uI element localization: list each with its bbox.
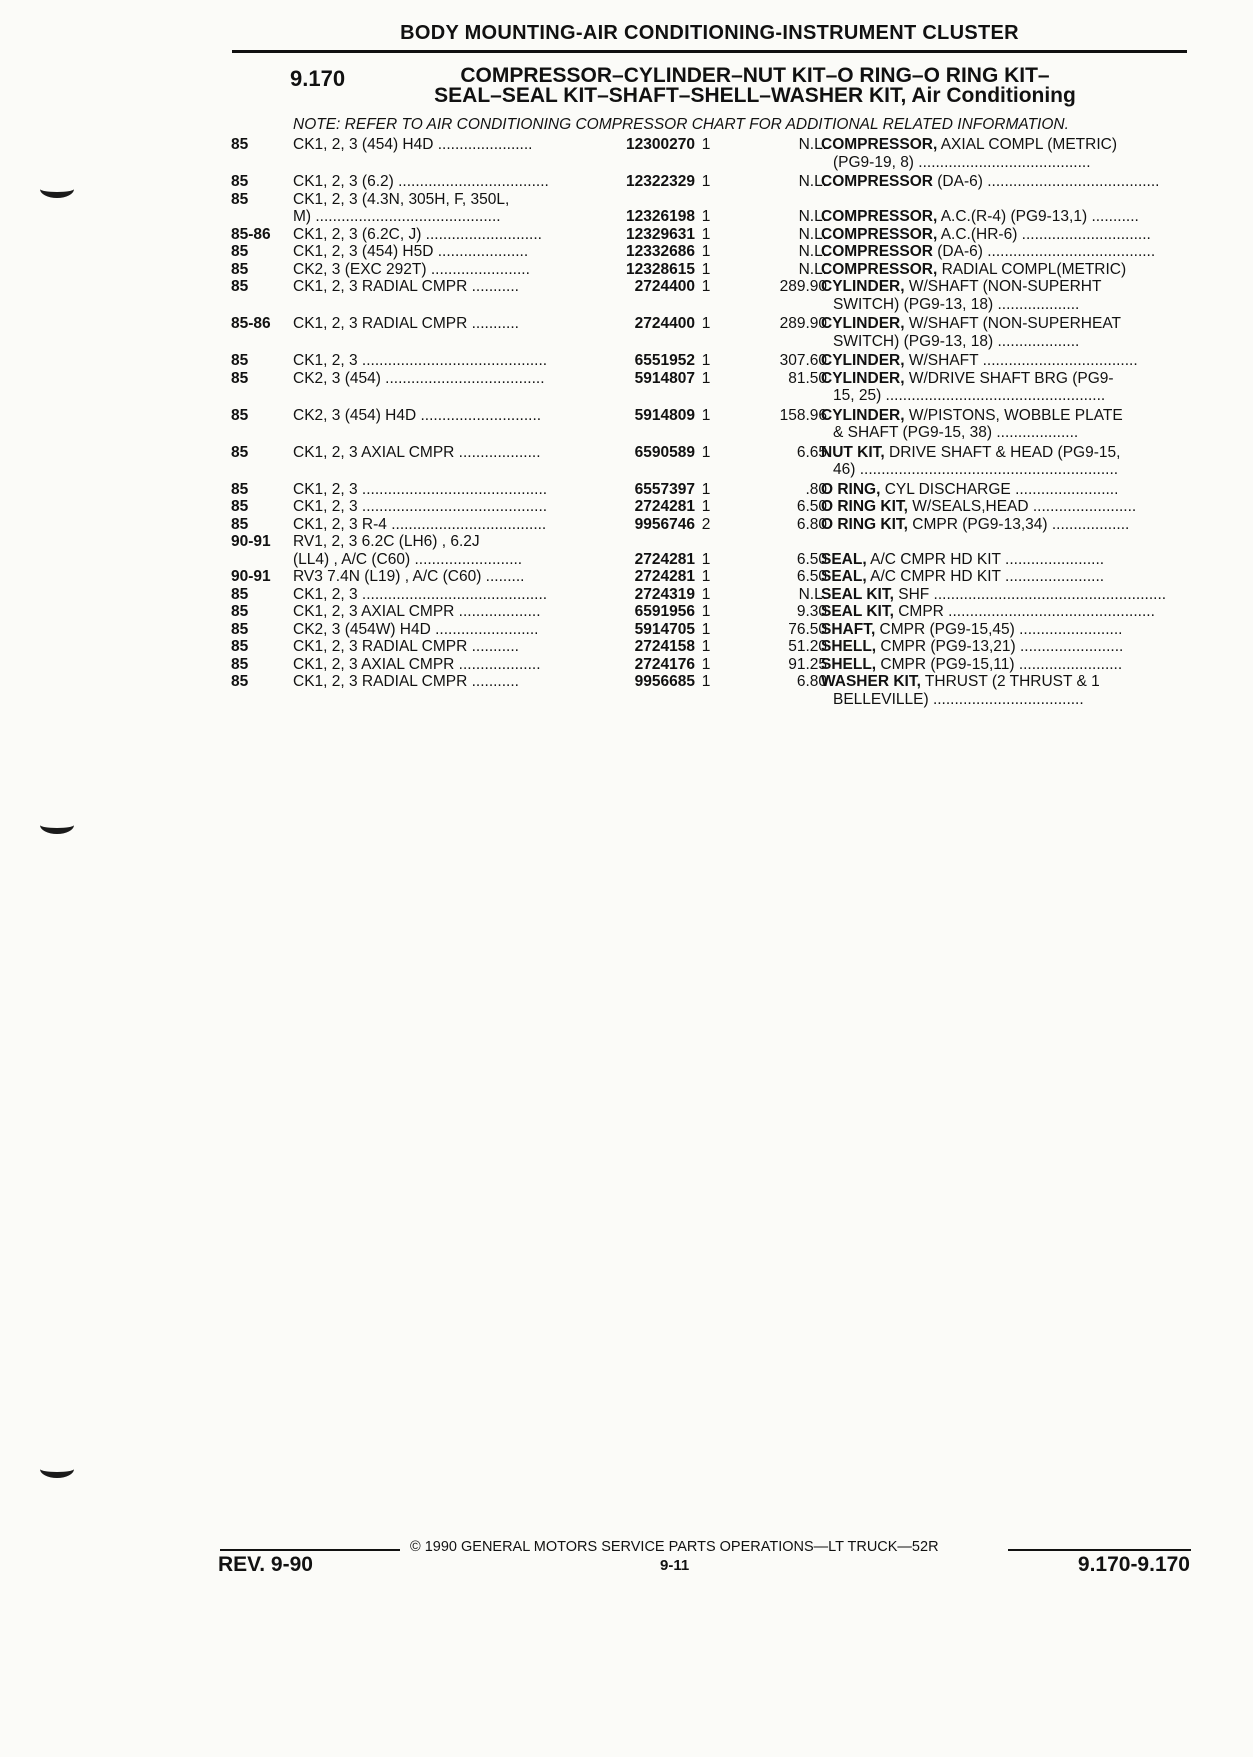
footer-section-range: 9.170-9.170 [1077,1553,1190,1576]
part-price: 6.50 [796,498,827,515]
part-description [821,208,1191,226]
part-application [293,226,571,244]
part-row [231,370,1191,407]
part-number: 2724281 [634,550,695,568]
part-description [821,516,1191,534]
part-quantity: 1 [701,406,711,424]
page-header-title: BODY MOUNTING-AIR CONDITIONING-INSTRUMENT CLUSTER [400,22,1019,44]
part-quantity: 1 [701,550,711,568]
part-application [293,278,571,296]
part-row [231,603,1191,621]
part-year: 85-86 [231,315,271,332]
part-price: 6.50 [796,568,827,585]
part-row [231,191,1191,226]
part-quantity: 1 [701,673,711,690]
part-description [821,621,1191,639]
part-number: 2724176 [634,655,695,673]
part-description [821,261,1191,279]
part-description-text: (DA-6) ....................................... [932,243,1156,260]
part-application-line: CK1, 2, 3 R-4 .................................... [293,515,547,533]
part-row [231,226,1191,244]
part-number: 12322329 [626,173,695,190]
part-description-text: CMPR (PG9-15,45) ........................ [875,620,1123,638]
part-description-text: CMPR ................................................ [893,603,1155,620]
part-quantity: 1 [701,585,711,603]
part-year: 85 [231,352,249,369]
part-application-line: CK1, 2, 3 ........................................... [293,498,548,515]
part-application-line: CK2, 3 (454W) H4D ........................ [293,620,539,638]
part-row [231,261,1191,279]
part-number: 2724400 [634,278,695,295]
part-description-line [821,656,1191,674]
part-year: 90-91 [231,568,271,585]
part-description [821,673,1191,708]
part-quantity: 1 [701,278,711,295]
part-year: 85 [231,136,249,153]
part-number: 5914807 [634,369,695,387]
part-description-text: CMPR (PG9-13,34) .................. [907,515,1130,533]
part-price: .80 [805,480,827,498]
part-quantity: 1 [701,498,711,515]
section-title-line-1: COMPRESSOR–CYLINDER–NUT KIT–O RING–O RING KIT– [460,64,1050,87]
part-keyword: COMPRESSOR [821,173,933,190]
part-number: 2724281 [634,568,695,585]
part-quantity: 1 [701,136,711,153]
part-keyword: CYLINDER, [821,278,905,295]
part-keyword: WASHER KIT, [821,673,921,690]
part-quantity: 1 [701,620,711,638]
part-quantity: 1 [701,173,711,190]
part-price: 9.30 [796,603,827,620]
part-row [231,352,1191,370]
part-application-line: CK2, 3 (EXC 292T) ....................... [293,260,530,278]
part-number: 6557397 [634,480,695,498]
part-description-line [821,603,1191,621]
section-note: NOTE: REFER TO AIR CONDITIONING COMPRESSOR CHART FOR ADDITIONAL RELATED INFORMATION. [293,116,1069,133]
part-keyword: SEAL KIT, [821,603,894,620]
part-quantity: 1 [701,352,711,369]
part-price: N.L. [798,173,827,190]
part-price: N.L. [798,585,827,603]
part-row [231,656,1191,674]
part-keyword: SEAL, [821,550,867,568]
part-application-line: CK1, 2, 3 AXIAL CMPR ................... [293,443,541,461]
part-description-text: W/SHAFT (NON-SUPERHEAT [904,315,1121,332]
part-keyword: COMPRESSOR, [821,260,938,278]
part-application-line: CK1, 2, 3 ........................................... [293,480,548,498]
part-year: 85 [231,190,249,208]
part-keyword: NUT KIT, [821,443,885,461]
part-application-line: CK1, 2, 3 (4.3N, 305H, F, 350L, [293,190,510,208]
part-year: 85 [231,585,249,603]
part-keyword: CYLINDER, [821,315,905,332]
part-year: 85-86 [231,225,271,243]
part-year: 90-91 [231,533,271,550]
part-number: 9956685 [634,673,695,690]
part-quantity: 1 [701,243,711,260]
part-application-line: CK2, 3 (454) H4D ............................ [293,406,542,424]
part-application [293,136,571,154]
part-application [293,621,571,639]
part-description [821,407,1191,442]
part-keyword: COMPRESSOR, [821,208,938,225]
part-application-line: CK1, 2, 3 ........................................... [293,585,548,603]
part-keyword: SEAL, [821,568,867,585]
part-description [821,444,1191,479]
part-application [293,603,571,621]
part-application-line: CK1, 2, 3 ........................................... [293,352,548,369]
part-description [821,278,1191,313]
part-description-line [821,638,1191,656]
part-description-line [821,208,1191,226]
part-description-text: SHF ...................................................... [893,585,1167,603]
part-price: 76.50 [788,620,827,638]
part-row [231,498,1191,516]
part-description-line [821,551,1191,569]
part-year: 85 [231,498,249,515]
part-keyword: COMPRESSOR, [821,136,938,153]
part-application [293,407,571,425]
part-description-line: & SHAFT (PG9-15, 38) ................... [833,424,1079,441]
part-application [293,498,571,516]
part-number: 2724319 [634,585,695,603]
part-keyword: O RING KIT, [821,515,908,533]
section-title-line-2: SEAL–SEAL KIT–SHAFT–SHELL–WASHER KIT, Air Conditioning [434,84,1076,107]
part-description [821,603,1191,621]
part-description-text: W/SHAFT (NON-SUPERHT [904,278,1102,295]
part-description-text: W/SEALS,HEAD ........................ [907,498,1137,515]
part-keyword: SHAFT, [821,620,876,638]
part-application-line: CK1, 2, 3 (6.2C, J) ........................... [293,225,542,243]
part-number: 6591956 [634,603,695,620]
part-application-line: CK1, 2, 3 (454) H4D ...................... [293,136,533,153]
part-year: 85 [231,673,249,690]
part-description-text: CMPR (PG9-15,11) ........................ [876,655,1123,673]
part-description-line [821,444,1191,462]
part-row [231,638,1191,656]
part-application-line: CK1, 2, 3 (6.2) ................................... [293,173,549,190]
part-year: 85 [231,638,249,655]
binder-hole-mark [40,1460,74,1478]
part-price: N.L. [798,260,827,278]
part-row [231,136,1191,173]
footer-rule-right [1008,1549,1191,1551]
part-quantity: 1 [701,225,711,243]
part-year: 85 [231,278,249,295]
part-price: 158.96 [779,406,827,424]
part-number: 12332686 [626,243,695,260]
part-description-text: THRUST (2 THRUST & 1 [920,673,1100,690]
part-application [293,261,571,279]
part-price: 6.65 [796,443,827,461]
part-description [821,551,1191,569]
part-year: 85 [231,173,249,190]
part-description [821,498,1191,516]
part-description [821,136,1191,171]
part-description-text: CMPR (PG9-13,21) ........................ [876,638,1124,655]
part-description [821,586,1191,604]
part-description-line [821,226,1191,244]
part-application [293,444,571,462]
part-application-line: CK1, 2, 3 RADIAL CMPR ........... [293,278,519,295]
part-quantity: 1 [701,655,711,673]
part-year: 85 [231,260,249,278]
part-year: 85 [231,369,249,387]
part-keyword: SHELL, [821,638,877,655]
part-description [821,226,1191,244]
part-quantity: 1 [701,568,711,585]
part-description-line: SWITCH) (PG9-13, 18) ................... [833,332,1080,350]
part-row [231,173,1191,191]
part-application [293,315,571,333]
part-application-line: CK1, 2, 3 (454) H5D ..................... [293,243,529,260]
part-price: 91.25 [788,655,827,673]
part-description [821,656,1191,674]
part-quantity: 1 [701,315,711,332]
part-description-line [821,407,1191,425]
part-application-line: CK2, 3 (454) ..................................... [293,369,545,387]
part-description-line: 46) ............................................................ [833,461,1119,478]
part-year: 85 [231,443,249,461]
part-row [231,481,1191,499]
part-row [231,407,1191,444]
part-description [821,481,1191,499]
part-application [293,352,571,370]
part-quantity: 1 [701,480,711,498]
part-description-line [821,673,1191,691]
part-application [293,173,571,191]
part-description [821,638,1191,656]
part-price: 6.50 [796,550,827,568]
part-application-line: CK1, 2, 3 AXIAL CMPR ................... [293,603,541,620]
footer-page-number: 9-11 [660,1557,690,1574]
part-description [821,568,1191,586]
part-description-line [821,586,1191,604]
part-number: 9956746 [634,515,695,533]
part-description-line [821,370,1191,388]
part-quantity: 1 [701,208,711,225]
part-number: 2724400 [634,315,695,332]
part-price: 6.80 [796,673,827,690]
part-application-line: CK1, 2, 3 AXIAL CMPR ................... [293,655,541,673]
part-keyword: SHELL, [821,655,877,673]
section-title [370,66,1140,106]
part-row [231,621,1191,639]
part-description-text: A/C CMPR HD KIT ....................... [866,568,1105,585]
binder-hole-mark [40,816,74,834]
part-description-line [821,136,1191,154]
part-number: 5914809 [634,406,695,424]
part-description-text: DRIVE SHAFT & HEAD (PG9-15, [884,443,1121,461]
part-quantity: 1 [701,369,711,387]
part-description-text: A/C CMPR HD KIT ....................... [866,550,1105,568]
part-description-text: A.C.(R-4) (PG9-13,1) ........... [937,208,1139,225]
part-description-line: BELLEVILLE) ................................... [833,690,1084,708]
part-application [293,638,571,656]
part-keyword: CYLINDER, [821,352,905,369]
part-number: 12300270 [626,136,695,153]
header-rule [232,50,1187,53]
part-description-text: W/DRIVE SHAFT BRG (PG9- [904,369,1114,387]
part-price: N.L. [798,208,827,225]
part-application-line: RV3 7.4N (L19) , A/C (C60) ......... [293,568,525,585]
part-application-line: CK1, 2, 3 RADIAL CMPR ........... [293,673,519,690]
part-keyword: SEAL KIT, [821,585,894,603]
part-price: 51.20 [788,638,827,655]
part-description-line [821,516,1191,534]
part-application [293,568,571,586]
part-price: 81.50 [788,369,827,387]
part-year: 85 [231,655,249,673]
part-application [293,586,571,604]
part-description [821,370,1191,405]
part-number: 6551952 [634,352,695,369]
part-row [231,568,1191,586]
part-row [231,533,1191,568]
part-application-line: CK1, 2, 3 RADIAL CMPR ........... [293,315,519,332]
binder-hole-mark [40,180,74,198]
part-application [293,516,571,534]
part-description-line [821,498,1191,516]
parts-list [231,136,1191,708]
part-description-line [821,261,1191,279]
part-year: 85 [231,603,249,620]
part-application-line: CK1, 2, 3 RADIAL CMPR ........... [293,638,519,655]
part-number: 2724158 [634,638,695,655]
part-description-line [821,173,1191,191]
part-application [293,191,571,226]
footer-copyright: © 1990 GENERAL MOTORS SERVICE PARTS OPERATIONS—LT TRUCK—52R [410,1539,939,1555]
part-keyword: COMPRESSOR, [821,225,938,243]
part-application [293,656,571,674]
part-description-line [821,621,1191,639]
part-price: 289.90 [779,278,827,295]
part-description-line: (PG9-19, 8) ........................................ [833,153,1091,171]
part-year: 85 [231,406,249,424]
part-row [231,315,1191,352]
part-quantity: 1 [701,260,711,278]
part-description-line: SWITCH) (PG9-13, 18) ................... [833,295,1080,313]
part-description [821,315,1191,350]
part-description-text: W/SHAFT .................................... [904,352,1138,369]
part-number: 12328615 [626,260,695,278]
part-description-line [821,315,1191,333]
part-keyword: COMPRESSOR [821,243,933,260]
part-number: 2724281 [634,498,695,515]
part-description-text: W/PISTONS, WOBBLE PLATE [904,406,1123,424]
footer-revision: REV. 9-90 [218,1553,313,1576]
part-price: 6.80 [796,515,827,533]
part-application [293,481,571,499]
part-row [231,444,1191,481]
part-price: N.L. [798,136,827,153]
part-application-line: (LL4) , A/C (C60) ......................... [293,550,523,568]
part-number: 5914705 [634,620,695,638]
part-year: 85 [231,620,249,638]
part-application-line: M) ........................................... [293,208,501,225]
part-row [231,586,1191,604]
part-price: N.L. [798,243,827,260]
part-application [293,673,571,691]
part-description-text: AXIAL COMPL (METRIC) [937,136,1117,153]
section-number: 9.170 [290,66,346,91]
part-description-text: CYL DISCHARGE ........................ [880,480,1119,498]
part-description-line [821,352,1191,370]
part-application [293,533,571,568]
part-application [293,370,571,388]
part-number: 12329631 [626,225,695,243]
part-number: 12326198 [626,208,695,225]
part-row [231,243,1191,261]
part-description [821,173,1191,191]
part-year: 85 [231,243,249,260]
part-description-line [821,243,1191,261]
part-number: 6590589 [634,443,695,461]
part-description-text: A.C.(HR-6) .............................. [937,225,1151,243]
part-keyword: CYLINDER, [821,406,905,424]
part-quantity: 1 [701,443,711,461]
part-description [821,352,1191,370]
part-description [821,243,1191,261]
part-price: 289.90 [779,315,827,332]
part-row [231,516,1191,534]
part-quantity: 1 [701,638,711,655]
part-description-line [821,568,1191,586]
part-quantity: 1 [701,603,711,620]
part-description-line [821,481,1191,499]
footer-rule-left [220,1549,400,1551]
part-keyword: O RING KIT, [821,498,908,515]
part-year: 85 [231,480,249,498]
part-application-line: RV1, 2, 3 6.2C (LH6) , 6.2J [293,533,480,550]
part-keyword: CYLINDER, [821,369,905,387]
part-description-text: RADIAL COMPL(METRIC) [937,260,1127,278]
part-row [231,278,1191,315]
part-price: 307.60 [779,352,827,369]
part-description-line: 15, 25) ................................................... [833,387,1106,404]
part-keyword: O RING, [821,480,881,498]
part-application [293,243,571,261]
part-description-line [821,278,1191,296]
part-year: 85 [231,515,249,533]
part-row [231,673,1191,708]
part-description-text: (DA-6) ........................................ [932,173,1160,190]
part-price: N.L. [798,225,827,243]
part-quantity: 2 [701,515,711,533]
